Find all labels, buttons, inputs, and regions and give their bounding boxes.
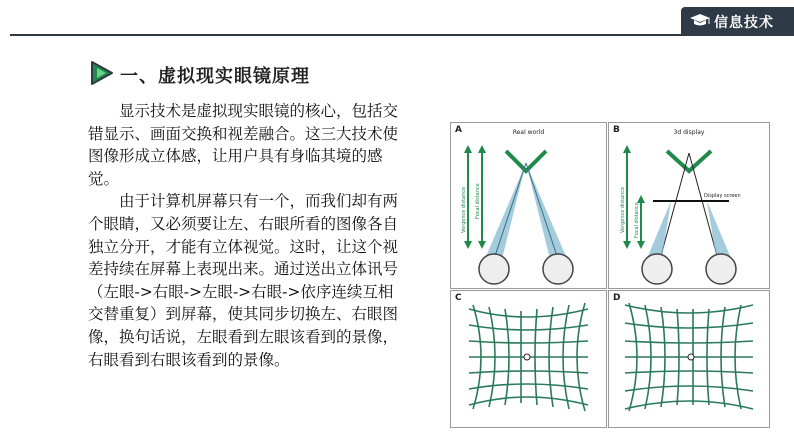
paragraph-2: 由于计算机屏幕只有一个，而我们却有两个眼睛，又必须要让左、右眼所看的图像各自独立分开，才能有立体视觉。这时，让这个视差持续在屏幕上表现出来。通过送出立体讯号（左眼->右眼->左眼->右眼->依序连续互相交替重复）到屏幕，使其同步切换左、右眼图像，换句话说，左眼看到左眼该看到的景像，右眼看到右眼该看到的景像。 (88, 192, 399, 369)
panel-b-axis-vergence: Vergence distance (620, 186, 626, 233)
distortion-grid-d (609, 291, 769, 427)
panel-c-label: C (455, 293, 462, 303)
panel-a-axis-focal: Focal distance (475, 183, 481, 219)
real-world-diagram (451, 123, 606, 288)
graduation-cap-icon (689, 13, 711, 29)
header-divider (10, 34, 794, 36)
body-text (88, 100, 406, 371)
panel-a (450, 122, 607, 289)
paragraph-1: 显示技术是虚拟现实眼镜的核心，包括交错显示、画面交换和视差融合。这三大技术使图像形成立体感，让用户具有身临其境的感觉。 (88, 102, 399, 188)
panel-a-label: A (455, 125, 462, 135)
section-title: 一、虚拟现实眼镜原理 (120, 66, 310, 87)
panel-b-title: 3d display (673, 129, 705, 136)
panel-b-axis-focal: Focal distance (634, 202, 640, 238)
panel-c (450, 290, 607, 428)
panel-a-axis-vergence: Vergence distance (461, 186, 467, 233)
3d-display-diagram (609, 123, 769, 288)
distortion-grid-c (451, 291, 606, 427)
display-screen-label: Display screen (704, 193, 741, 199)
panel-a-title: Real world (512, 129, 545, 136)
top-header (0, 0, 794, 40)
panel-b-label: B (613, 125, 620, 135)
panel-d-label: D (613, 293, 621, 303)
vr-principle-figure (450, 122, 769, 427)
subject-badge (681, 7, 794, 34)
subject-title: 信息技术 (714, 15, 774, 31)
panel-d (608, 290, 770, 428)
play-arrow-icon (88, 60, 114, 86)
panel-b (608, 122, 770, 289)
